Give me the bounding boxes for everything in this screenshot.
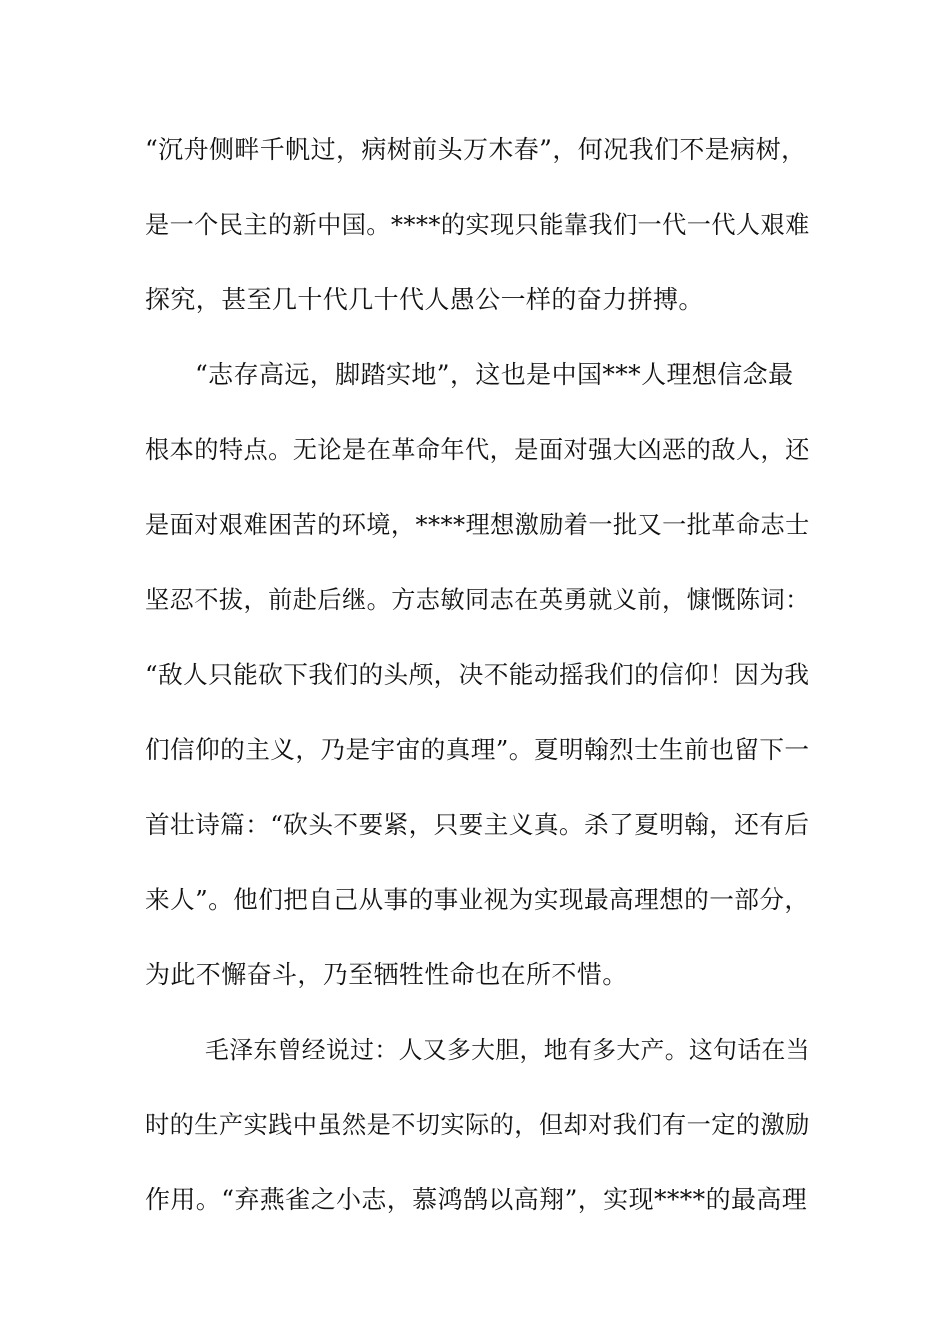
text-line: 时的生产实践中虽然是不切实际的，但却对我们有一定的激励 — [145, 1111, 810, 1139]
text-line: 来人”。他们把自己从事的事业视为实现最高理想的一部分， — [145, 885, 810, 914]
text-line: 探究，甚至几十代几十代人愚公一样的奋力拼搏。 — [145, 285, 704, 314]
text-line: 是面对艰难困苦的环境，****理想激励着一批又一批革命志士 — [145, 511, 810, 539]
text-line: “敌人只能砍下我们的头颅，决不能动摇我们的信仰！因为我 — [145, 660, 810, 689]
text-line: 是一个民主的新中国。****的实现只能靠我们一代一代人艰难 — [145, 211, 810, 239]
text-line: 们信仰的主义，乃是宇宙的真理”。夏明翰烈士生前也留下一 — [145, 735, 810, 764]
text-line: “沉舟侧畔千帆过，病树前头万木春”，何况我们不是病树， — [145, 135, 807, 164]
text-line: 首壮诗篇：“砍头不要紧，只要主义真。杀了夏明翰，还有后 — [145, 810, 810, 839]
text-line: 为此不懈奋斗，乃至牺牲性命也在所不惜。 — [145, 960, 628, 989]
text-line: 根本的特点。无论是在革命年代，是面对强大凶恶的敌人，还 — [145, 436, 810, 464]
text-line: 坚忍不拔，前赴后继。方志敏同志在英勇就义前，慷慨陈词： — [145, 586, 810, 614]
text-line: 作用。“弃燕雀之小志，慕鸿鹄以高翔”，实现****的最高理 — [145, 1185, 808, 1214]
paragraph-first-line: 毛泽东曾经说过：人又多大胆，地有多大产。这句话在当 — [205, 1036, 810, 1064]
paragraph-first-line: “志存高远，脚踏实地”，这也是中国***人理想信念最 — [195, 360, 794, 389]
